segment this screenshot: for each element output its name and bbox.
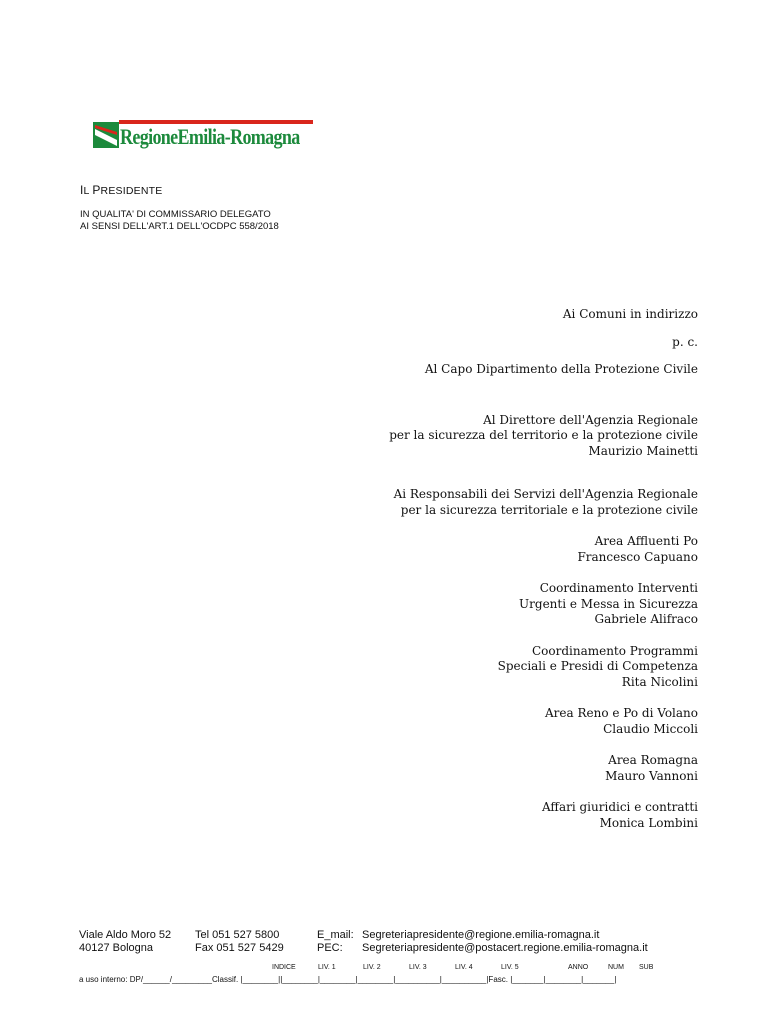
footer-labels: E_mail: PEC: (317, 929, 354, 954)
recipient-area-reno: Area Reno e Po di Volano Claudio Miccoli (545, 706, 698, 736)
issuer-title: IL PRESIDENTE (80, 183, 163, 197)
footer-address: Viale Aldo Moro 52 40127 Bologna (79, 929, 172, 954)
issuer-block (80, 184, 279, 233)
classification-row: a uso interno: DP/______/_________Classif. |________||________|________|________|__________|__________|Fasc. |_______|________|_______| (79, 975, 617, 984)
recipient-direttore: Al Direttore dell'Agenzia Regionale per la sicurezza del territorio e la protezione civile Maurizio Mainetti (389, 412, 698, 458)
logo-text: RegioneEmilia-Romagna (120, 124, 300, 149)
recipient-affari-giuridici: Affari giuridici e contratti Monica Lombini (541, 800, 698, 830)
footer-phone: Tel 051 527 5800 Fax 051 527 5429 (195, 929, 284, 954)
recipient-area-affluenti-po: Area Affluenti Po Francesco Capuano (577, 534, 698, 564)
recipient-area-romagna: Area Romagna Mauro Vannoni (605, 753, 698, 783)
recipient-capo-dipartimento: Al Capo Dipartimento della Protezione Civile (424, 362, 698, 376)
footer-emails (362, 929, 648, 955)
email-link[interactable]: Segreteriapresidente@regione.emilia-romagna.it (362, 929, 600, 941)
pec-link[interactable]: Segreteriapresidente@postacert.regione.emilia-romagna.it (362, 942, 648, 954)
logo-emblem-icon (93, 122, 119, 148)
recipient-responsabili: Ai Responsabili dei Servizi dell'Agenzia Regionale per la sicurezza territoriale e la protezione civile (393, 487, 698, 517)
regione-logo (93, 120, 315, 152)
issuer-qualification: IN QUALITA' DI COMMISSARIO DELEGATO AI SENSI DELL'ART.1 DELL'OCDPC 558/2018 (80, 209, 279, 232)
recipient-coordinamento-programmi: Coordinamento Programmi Speciali e Presidi di Competenza Rita Nicolini (497, 643, 698, 689)
recipients-list (198, 307, 698, 831)
recipient-coordinamento-interventi: Coordinamento Interventi Urgenti e Messa in Sicurezza Gabriele Alifraco (519, 581, 698, 626)
recipient-pc: p. c. (672, 334, 698, 349)
recipient-comuni: Ai Comuni in indirizzo (562, 307, 698, 321)
